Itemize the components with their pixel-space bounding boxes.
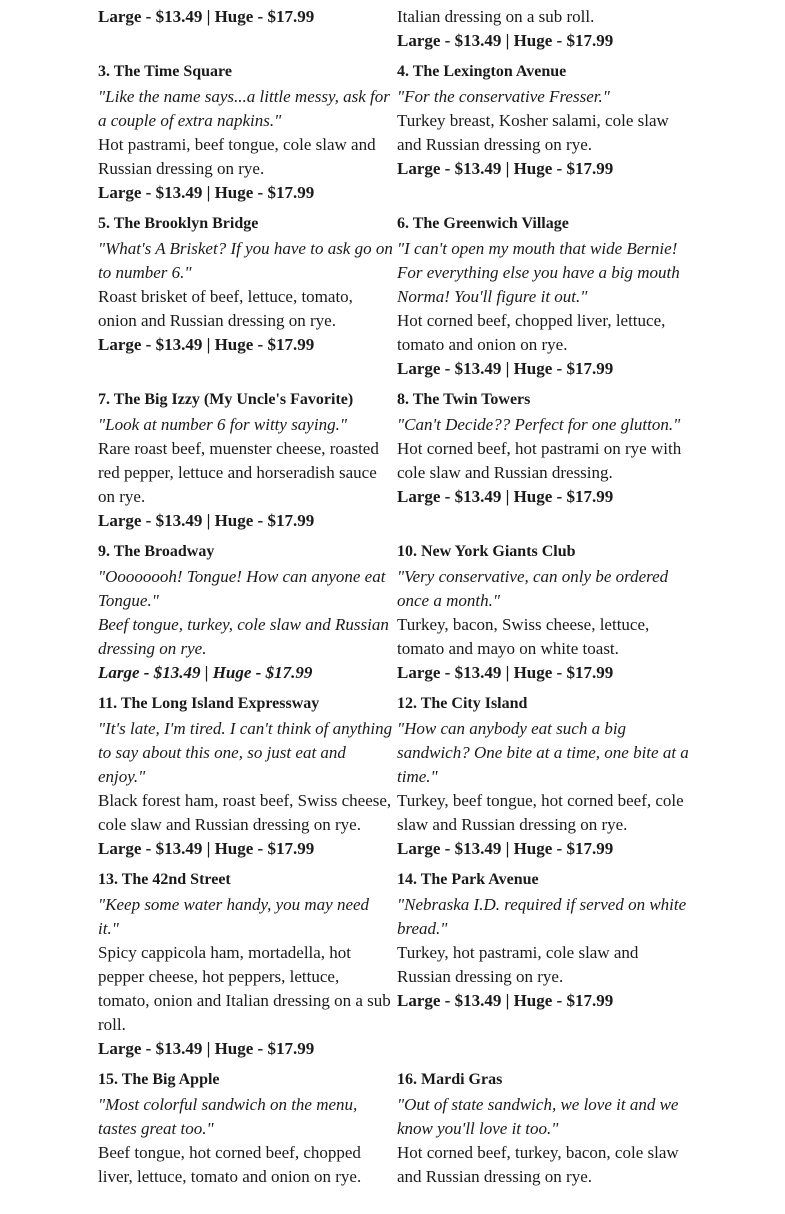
item-title: 16. Mardi Gras (397, 1071, 503, 1088)
item-price: Large - $13.49 | Huge - $17.99 (98, 183, 315, 202)
item-quote: "Can't Decide?? Perfect for one glutton." (397, 415, 681, 434)
item-price: Large - $13.49 | Huge - $17.99 (98, 511, 315, 530)
item-price: Large - $13.49 | Huge - $17.99 (98, 7, 315, 26)
menu-item (397, 1067, 690, 1189)
item-description: Turkey breast, Kosher salami, cole slaw and Russian dressing on rye. (397, 111, 669, 154)
item-quote: "Out of state sandwich, we love it and we know you'll love it too." (397, 1095, 679, 1138)
item-price: Large - $13.49 | Huge - $17.99 (98, 663, 313, 682)
item-quote: "Most colorful sandwich on the menu, tastes great too." (98, 1095, 358, 1138)
menu-item (397, 691, 690, 861)
item-description: Turkey, bacon, Swiss cheese, lettuce, tomato and mayo on white toast. (397, 615, 650, 658)
item-description: Turkey, beef tongue, hot corned beef, cole slaw and Russian dressing on rye. (397, 791, 684, 834)
item-description: Turkey, hot pastrami, cole slaw and Russian dressing on rye. (397, 943, 639, 986)
item-price: Large - $13.49 | Huge - $17.99 (397, 31, 614, 50)
item-price: Large - $13.49 | Huge - $17.99 (397, 487, 614, 506)
item-title: 5. The Brooklyn Bridge (98, 215, 259, 232)
menu-item (397, 59, 690, 205)
item-description: Italian dressing on a sub roll. (397, 7, 595, 26)
menu-row (98, 1067, 690, 1189)
menu-item (98, 59, 397, 205)
menu-item (397, 211, 690, 381)
item-description: Roast brisket of beef, lettuce, tomato, onion and Russian dressing on rye. (98, 287, 353, 330)
item-quote: "Nebraska I.D. required if served on white bread." (397, 895, 687, 938)
item-quote: "Oooooooh! Tongue! How can anyone eat Tongue." (98, 567, 386, 610)
item-description: Hot corned beef, chopped liver, lettuce, tomato and onion on rye. (397, 311, 666, 354)
menu-row (98, 387, 690, 533)
menu-item (98, 211, 397, 381)
item-quote: "What's A Brisket? If you have to ask go on to number 6." (98, 239, 393, 282)
item-quote: "For the conservative Fresser." (397, 87, 610, 106)
item-price: Large - $13.49 | Huge - $17.99 (98, 1039, 315, 1058)
item-quote: "Look at number 6 for witty saying." (98, 415, 347, 434)
item-quote: "I can't open my mouth that wide Bernie! For everything else you have a big mouth Norma! You'll figure it out." (397, 239, 680, 306)
menu-row (98, 211, 690, 381)
item-description: Hot corned beef, hot pastrami on rye with cole slaw and Russian dressing. (397, 439, 682, 482)
menu-item (98, 1067, 397, 1189)
menu-row (98, 691, 690, 861)
item-title: 15. The Big Apple (98, 1071, 220, 1088)
item-quote: "Very conservative, can only be ordered once a month." (397, 567, 669, 610)
item-quote: "How can anybody eat such a big sandwich? One bite at a time, one bite at a time." (397, 719, 689, 786)
item-title: 10. New York Giants Club (397, 543, 576, 560)
item-description: Rare roast beef, muenster cheese, roasted red pepper, lettuce and horseradish sauce on rye. (98, 439, 379, 506)
menu-item (397, 867, 690, 1061)
item-description: Beef tongue, hot corned beef, chopped liver, lettuce, tomato and onion on rye. (98, 1143, 362, 1186)
item-title: 13. The 42nd Street (98, 871, 231, 888)
item-quote: "It's late, I'm tired. I can't think of anything to say about this one, so just eat and enjoy." (98, 719, 393, 786)
item-price: Large - $13.49 | Huge - $17.99 (397, 663, 614, 682)
menu-item (98, 691, 397, 861)
item-title: 4. The Lexington Avenue (397, 63, 567, 80)
menu-row (98, 539, 690, 685)
menu-item (98, 867, 397, 1061)
item-description: Spicy cappicola ham, mortadella, hot pepper cheese, hot peppers, lettuce, tomato, onion and Italian dressing on a sub roll. (98, 943, 391, 1034)
item-title: 7. The Big Izzy (My Uncle's Favorite) (98, 391, 354, 408)
item-price: Large - $13.49 | Huge - $17.99 (397, 159, 614, 178)
item-title: 3. The Time Square (98, 63, 232, 80)
item-quote: "Like the name says...a little messy, ask for a couple of extra napkins." (98, 87, 390, 130)
item-price: Large - $13.49 | Huge - $17.99 (397, 359, 614, 378)
menu-item (98, 0, 397, 53)
menu-item (397, 539, 690, 685)
item-price: Large - $13.49 | Huge - $17.99 (98, 839, 315, 858)
menu-row (98, 867, 690, 1061)
item-title: 14. The Park Avenue (397, 871, 539, 888)
menu-row (98, 59, 690, 205)
menu-item (98, 539, 397, 685)
menu-row (98, 0, 690, 53)
menu-item (397, 0, 690, 53)
item-title: 12. The City Island (397, 695, 528, 712)
item-price: Large - $13.49 | Huge - $17.99 (98, 335, 315, 354)
item-title: 11. The Long Island Expressway (98, 695, 320, 712)
item-price: Large - $13.49 | Huge - $17.99 (397, 991, 614, 1010)
menu-item (397, 387, 690, 533)
menu-item (98, 387, 397, 533)
item-description: Beef tongue, turkey, cole slaw and Russian dressing on rye. (98, 615, 389, 658)
item-description: Hot corned beef, turkey, bacon, cole slaw and Russian dressing on rye. (397, 1143, 679, 1186)
item-quote: "Keep some water handy, you may need it." (98, 895, 370, 938)
menu-page (98, 0, 690, 1189)
item-price: Large - $13.49 | Huge - $17.99 (397, 839, 614, 858)
item-description: Hot pastrami, beef tongue, cole slaw and Russian dressing on rye. (98, 135, 376, 178)
item-title: 6. The Greenwich Village (397, 215, 569, 232)
item-title: 9. The Broadway (98, 543, 215, 560)
item-description: Black forest ham, roast beef, Swiss cheese, cole slaw and Russian dressing on rye. (98, 791, 392, 834)
item-title: 8. The Twin Towers (397, 391, 531, 408)
